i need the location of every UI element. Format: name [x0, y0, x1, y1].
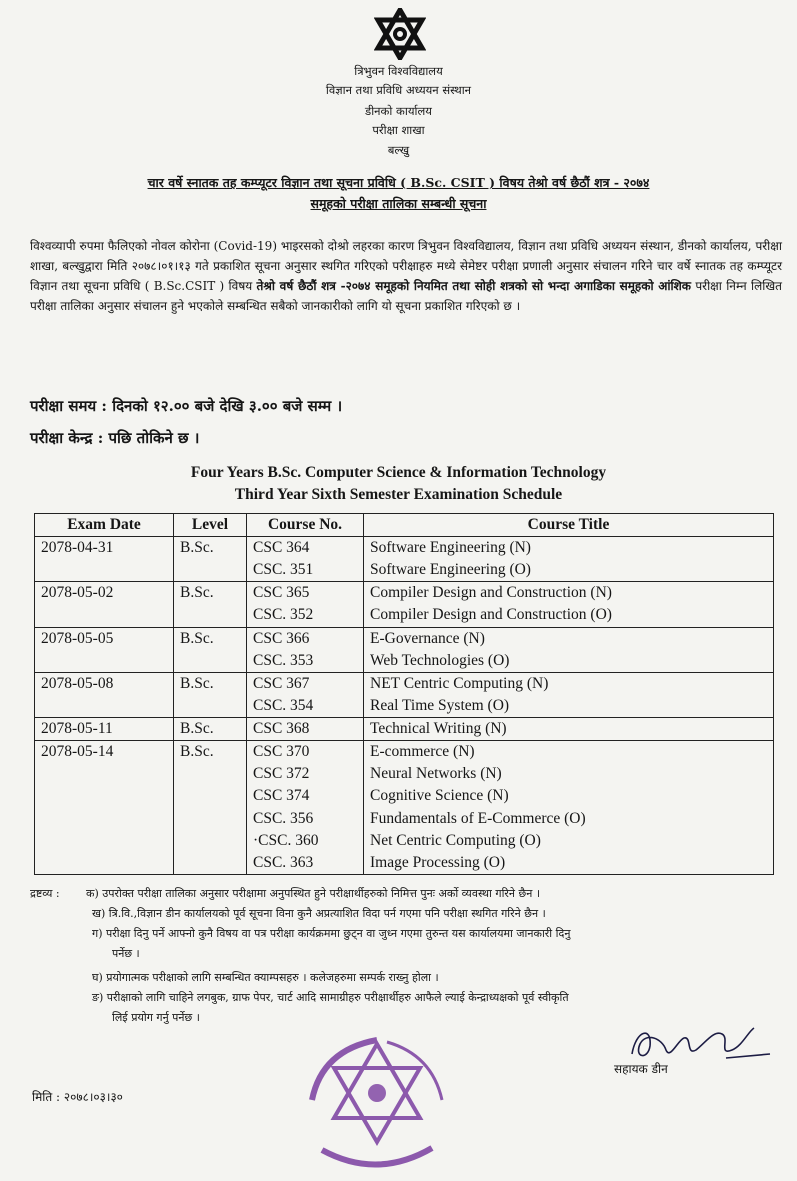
- table-row: [35, 537, 774, 560]
- course-title-cell: Image Processing (O): [364, 852, 774, 875]
- exam-center: परीक्षा केन्द्र : पछि तोकिने छ ।: [30, 429, 200, 447]
- level-cell: [174, 559, 247, 582]
- level-cell: B.Sc.: [174, 718, 247, 741]
- course-no-cell: CSC 365: [247, 582, 364, 605]
- level-cell: [174, 830, 247, 852]
- course-title-cell: Cognitive Science (N): [364, 785, 774, 807]
- table-row: [35, 830, 774, 852]
- note-gha: घ) प्रयोगात्मक परीक्षाको लागि सम्बन्धित क्याम्पसहरु । कलेजहरुमा सम्पर्क राख्नु होला ।: [92, 971, 439, 984]
- level-cell: B.Sc.: [174, 741, 247, 764]
- level-cell: [174, 695, 247, 718]
- level-cell: B.Sc.: [174, 537, 247, 560]
- course-no-cell: CSC. 352: [247, 604, 364, 627]
- course-no-cell: CSC. 363: [247, 852, 364, 875]
- note-ga: ग) परीक्षा दिनु पर्ने आफ्नो कुनै विषय वा पत्र परीक्षा कार्यक्रममा छुट्न वा जुध्न गएमा तुरुन्त यस कार्यालयमा जानकारी दिनु: [92, 927, 571, 940]
- table-row: [35, 695, 774, 718]
- course-title-cell: E-commerce (N): [364, 741, 774, 764]
- note-nga-cont: लिई प्रयोग गर्नु पर्नेछ ।: [112, 1011, 200, 1024]
- level-cell: [174, 604, 247, 627]
- course-no-cell: ·CSC. 360: [247, 830, 364, 852]
- course-title-cell: Technical Writing (N): [364, 718, 774, 741]
- course-no-cell: CSC 374: [247, 785, 364, 807]
- course-no-cell: CSC. 351: [247, 559, 364, 582]
- header-level: Level: [174, 514, 247, 537]
- table-row: [35, 852, 774, 875]
- note-kha: ख) त्रि.वि.,विज्ञान डीन कार्यालयको पूर्व सूचना विना कुनै अप्रत्याशित विदा पर्न गएमा पनि परीक्षा स्थगित गरिने छैन ।: [92, 907, 546, 920]
- course-no-cell: CSC. 356: [247, 808, 364, 830]
- office-seal-stamp: [292, 1030, 462, 1180]
- exam-date-cell: [35, 830, 174, 852]
- table-row: [35, 627, 774, 650]
- exam-date-cell: [35, 763, 174, 785]
- course-title-cell: Software Engineering (N): [364, 537, 774, 560]
- body-text-part2: परीक्षा निम्न लिखित परीक्षा तालिका अनुसार संचालन हुने भएकोले सम्बन्धित सबैको जानकारीको लागि यो सूचना प्रकाशित गरिएको छ ।: [30, 279, 782, 313]
- signatory-title: सहायक डीन: [614, 1062, 668, 1076]
- notice-title-line2: समूहको परीक्षा तालिका सम्बन्धी सूचना: [310, 196, 487, 211]
- header-exam-date: Exam Date: [35, 514, 174, 537]
- course-title-cell: Compiler Design and Construction (O): [364, 604, 774, 627]
- course-title-cell: NET Centric Computing (N): [364, 672, 774, 695]
- course-no-cell: CSC 370: [247, 741, 364, 764]
- course-title-cell: E-Governance (N): [364, 627, 774, 650]
- exam-date-cell: [35, 559, 174, 582]
- table-row: [35, 741, 774, 764]
- note-k: क) उपरोक्त परीक्षा तालिका अनुसार परीक्षामा अनुपस्थित हुने परीक्षार्थीहरुको निमित्त पुनः अर्को व्यवस्था गरिने छैन ।: [86, 887, 541, 900]
- course-no-cell: CSC 372: [247, 763, 364, 785]
- level-cell: [174, 650, 247, 673]
- table-row: [35, 763, 774, 785]
- exam-date-cell: [35, 650, 174, 673]
- exam-date-cell: 2078-05-08: [35, 672, 174, 695]
- course-title-cell: Neural Networks (N): [364, 763, 774, 785]
- body-text-part1: विश्वव्यापी रुपमा फैलिएको नोवल कोरोना (Covid-19) भाइरसको दोश्रो लहरका कारण त्रिभुवन विश्वविद्यालय, विज्ञान तथा प्रविधि अध्ययन संस्थान, डीनको कार्यालय, परीक्षा शाखा, बल्खुद्वारा मिति २०७८।०१।१३ गते प्रकाशित सूचना अनुसार स्थगित गरिएको परीक्षाहरु मध्ये सेमेष्टर परीक्षा प्रणाली अनुसार संचालन गरिने चार वर्षे स्नातक तह कम्प्यूटर विज्ञान तथा सूचना प्रविधि ( B.Sc.CSIT ) विषय: [30, 239, 782, 293]
- body-text-bold: तेश्रो वर्ष छैठौं शत्र -२०७४ समूहको नियमित तथा सोही शत्रको सो भन्दा अगाडिका समूहको आंशिक: [256, 279, 692, 293]
- exam-date-cell: [35, 852, 174, 875]
- table-row: [35, 672, 774, 695]
- footer-date: मिति : २०७८।०३।३०: [32, 1090, 123, 1104]
- header-course-title: Course Title: [364, 514, 774, 537]
- table-row: [35, 785, 774, 807]
- course-title-cell: Fundamentals of E-Commerce (O): [364, 808, 774, 830]
- notice-body: [30, 236, 782, 316]
- course-no-cell: CSC 367: [247, 672, 364, 695]
- table-row: [35, 604, 774, 627]
- course-title-cell: Real Time System (O): [364, 695, 774, 718]
- exam-date-cell: 2078-05-02: [35, 582, 174, 605]
- course-title-cell: Web Technologies (O): [364, 650, 774, 673]
- header-university: त्रिभुवन विश्वविद्यालय: [354, 64, 443, 78]
- exam-date-cell: [35, 808, 174, 830]
- exam-date-cell: 2078-04-31: [35, 537, 174, 560]
- header-office: डीनको कार्यालय: [365, 104, 432, 118]
- notice-title-line1: चार वर्षे स्नातक तह कम्प्यूटर विज्ञान तथा सूचना प्रविधि ( B.Sc. CSIT ) विषय तेश्रो वर्ष छैठौं शत्र - २०७४: [147, 175, 650, 190]
- level-cell: B.Sc.: [174, 672, 247, 695]
- schedule-title-line2: Third Year Sixth Semester Examination Schedule: [234, 486, 563, 503]
- schedule-title-line1: Four Years B.Sc. Computer Science & Information Technology: [190, 464, 607, 481]
- table-row: [35, 808, 774, 830]
- exam-schedule-table: [34, 513, 774, 875]
- level-cell: [174, 763, 247, 785]
- exam-time: परीक्षा समय : दिनको १२.०० बजे देखि ३.०० बजे सम्म ।: [30, 397, 343, 415]
- level-cell: [174, 785, 247, 807]
- exam-date-cell: [35, 604, 174, 627]
- exam-date-cell: 2078-05-05: [35, 627, 174, 650]
- course-no-cell: CSC 366: [247, 627, 364, 650]
- course-title-cell: Software Engineering (O): [364, 559, 774, 582]
- exam-date-cell: [35, 785, 174, 807]
- header-institute: विज्ञान तथा प्रविधि अध्ययन संस्थान: [325, 83, 472, 97]
- table-header-row: [35, 514, 774, 537]
- exam-date-cell: [35, 695, 174, 718]
- level-cell: [174, 808, 247, 830]
- course-title-cell: Net Centric Computing (O): [364, 830, 774, 852]
- notes-section: [30, 884, 790, 1034]
- note-ga-cont: पर्नेछ ।: [112, 947, 140, 960]
- level-cell: [174, 852, 247, 875]
- exam-date-cell: 2078-05-11: [35, 718, 174, 741]
- level-cell: B.Sc.: [174, 627, 247, 650]
- table-row: [35, 559, 774, 582]
- level-cell: B.Sc.: [174, 582, 247, 605]
- table-row: [35, 650, 774, 673]
- table-row: [35, 718, 774, 741]
- header-place: बल्खु: [387, 143, 410, 157]
- table-row: [35, 582, 774, 605]
- notes-label: द्रष्टव्य :: [30, 887, 60, 900]
- note-nga: ङ) परीक्षाको लागि चाहिने लगबुक, ग्राफ पेपर, चार्ट आदि सामाग्रीहरु परीक्षार्थीहरु आफैले ल्याई केन्द्राध्यक्षको पूर्व स्वीकृति: [92, 991, 569, 1004]
- header-section: परीक्षा शाखा: [372, 123, 425, 137]
- header-course-no: Course No.: [247, 514, 364, 537]
- course-no-cell: CSC. 353: [247, 650, 364, 673]
- course-no-cell: CSC. 354: [247, 695, 364, 718]
- course-title-cell: Compiler Design and Construction (N): [364, 582, 774, 605]
- course-no-cell: CSC 364: [247, 537, 364, 560]
- exam-date-cell: 2078-05-14: [35, 741, 174, 764]
- university-logo: [374, 8, 426, 60]
- course-no-cell: CSC 368: [247, 718, 364, 741]
